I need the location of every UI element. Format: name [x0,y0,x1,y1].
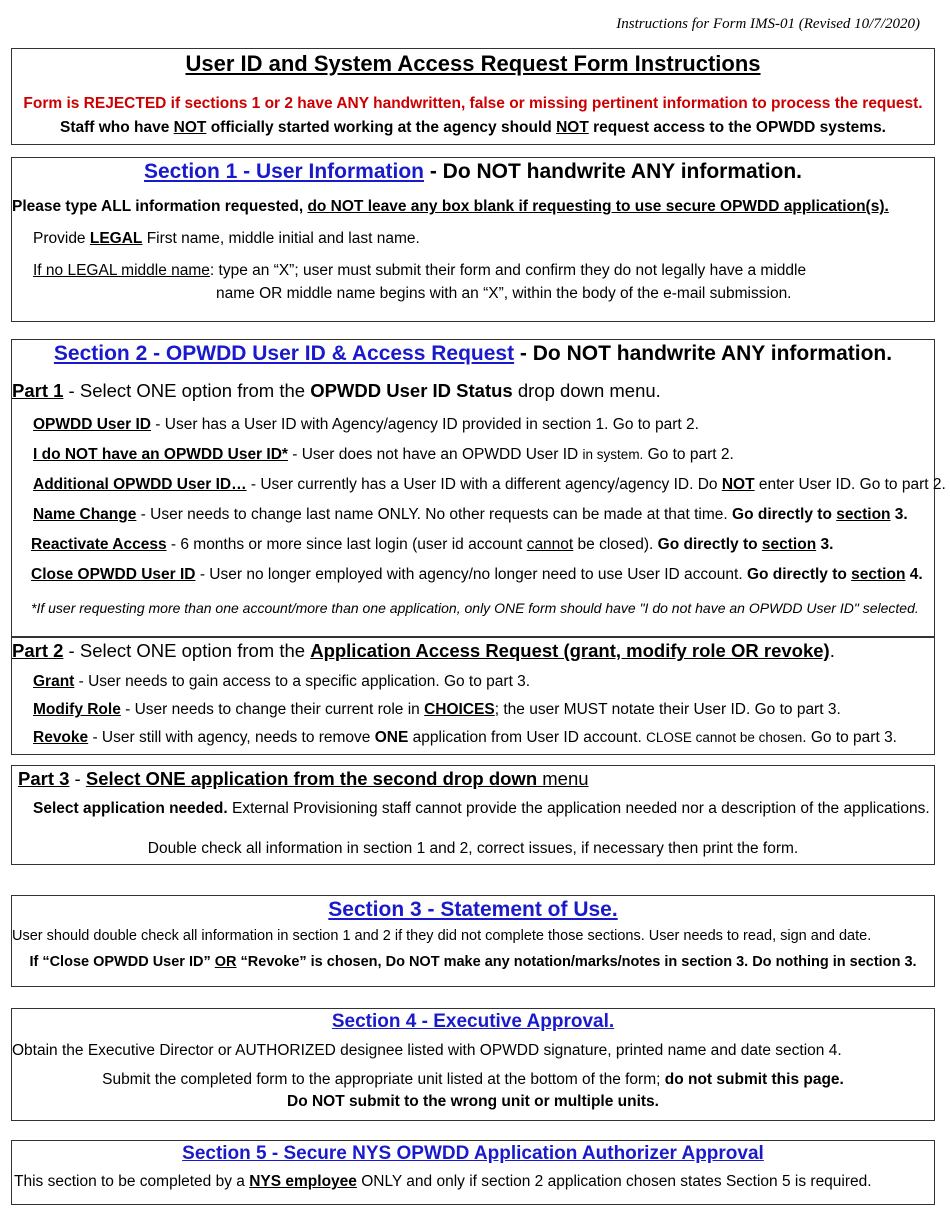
section1-intro: Please type ALL information requested, do NOT leave any box blank if requesting to use secure OPWDD application(s). [12,198,889,215]
option-close-user-id: Close OPWDD User ID - User no longer employed with agency/no longer need to use User ID account. Go directly to section 4. [31,566,923,583]
title-box [11,48,935,145]
section5-line1: This section to be completed by a NYS employee ONLY and only if section 2 application chosen states Section 5 is required. [14,1173,872,1190]
part3-box [11,765,935,865]
section4-line3: Do NOT submit to the wrong unit or multiple units. [287,1093,659,1110]
select-application-note: Select application needed. External Provisioning staff cannot provide the application needed nor a description of the applications. [33,800,930,817]
section1-title: Section 1 - User Information [143,160,425,183]
part3-heading: Part 3 - Select ONE application from the second drop down menu [18,768,589,789]
part1-heading: Part 1 - Select ONE option from the OPWDD User ID Status drop down menu. [12,380,661,401]
section3-line2: If “Close OPWDD User ID” OR “Revoke” is chosen, Do NOT make any notation/marks/notes in section 3. Do nothing in section 3. [29,954,917,970]
section1-legal-name: Provide LEGAL First name, middle initial and last name. [33,230,420,247]
section3-title: Section 3 - Statement of Use. [328,898,618,921]
option-reactivate-access: Reactivate Access - 6 months or more since last login (user id account cannot be closed). Go directly to section 3. [31,536,834,553]
rejection-warning: Form is REJECTED if sections 1 or 2 have ANY handwritten, false or missing pertinent information to process the request. [23,95,923,112]
section3-line1: User should double check all information in section 1 and 2 if they did not complete those sections. User needs to read, sign and date. [12,928,872,944]
section1-box [11,157,935,322]
staff-notice: Staff who have NOT officially started working at the agency should NOT request access to the OPWDD systems. [59,119,886,136]
page-title: User ID and System Access Request Form Instructions [185,51,761,76]
multiple-account-footnote: *If user requesting more than one account/more than one application, only ONE form should have "I do not have an OPWDD User ID" selected. [31,600,919,616]
section3-box [11,895,935,987]
double-check-note: Double check all information in section 1 and 2, correct issues, if necessary then print the form. [147,840,799,857]
section4-line1: Obtain the Executive Director or AUTHORIZED designee listed with OPWDD signature, printed name and date section 4. [12,1042,842,1059]
section1-heading: Section 1 - User Information - Do NOT handwrite ANY information. [143,160,803,183]
form-revision-header: Instructions for Form IMS-01 (Revised 10/7/2020) [616,16,920,32]
section2-box [11,339,946,637]
option-modify-role: Modify Role - User needs to change their current role in CHOICES; the user MUST notate their User ID. Go to part 3. [33,701,841,718]
section1-middle-name-cont: name OR middle name begins with an “X”, within the body of the e-mail submission. [216,285,792,302]
section5-box [11,1140,935,1205]
section4-box [11,1008,935,1121]
option-additional-user-id: Additional OPWDD User ID… - User currently has a User ID with a different agency/agency ID. Do NOT enter User ID. Go to part 2. [33,476,946,493]
section2-title: Section 2 - OPWDD User ID & Access Request [53,342,515,365]
option-revoke: Revoke - User still with agency, needs to remove ONE application from User ID account. CLOSE cannot be chosen. Go to part 3. [33,729,897,746]
section4-title: Section 4 - Executive Approval. [331,1011,615,1032]
section2-heading: Section 2 - OPWDD User ID & Access Request - Do NOT handwrite ANY information. [53,342,893,365]
part2-box [11,637,935,755]
section5-title: Section 5 - Secure NYS OPWDD Application Authorizer Approval [182,1143,764,1164]
option-opwdd-user-id: OPWDD User ID - User has a User ID with Agency/agency ID provided in section 1. Go to part 2. [33,416,699,433]
option-name-change: Name Change - User needs to change last name ONLY. No other requests can be made at that time. Go directly to section 3. [33,506,908,523]
option-grant: Grant - User needs to gain access to a specific application. Go to part 3. [33,673,531,690]
part2-heading: Part 2 - Select ONE option from the Application Access Request (grant, modify role OR revoke). [12,640,835,661]
section1-middle-name: If no LEGAL middle name: type an “X”; user must submit their form and confirm they do not legally have a middle [33,262,807,279]
section4-line2: Submit the completed form to the appropriate unit listed at the bottom of the form; do not submit this page. [102,1071,844,1088]
option-no-user-id: I do NOT have an OPWDD User ID* - User does not have an OPWDD User ID in system. Go to part 2. [33,446,734,463]
